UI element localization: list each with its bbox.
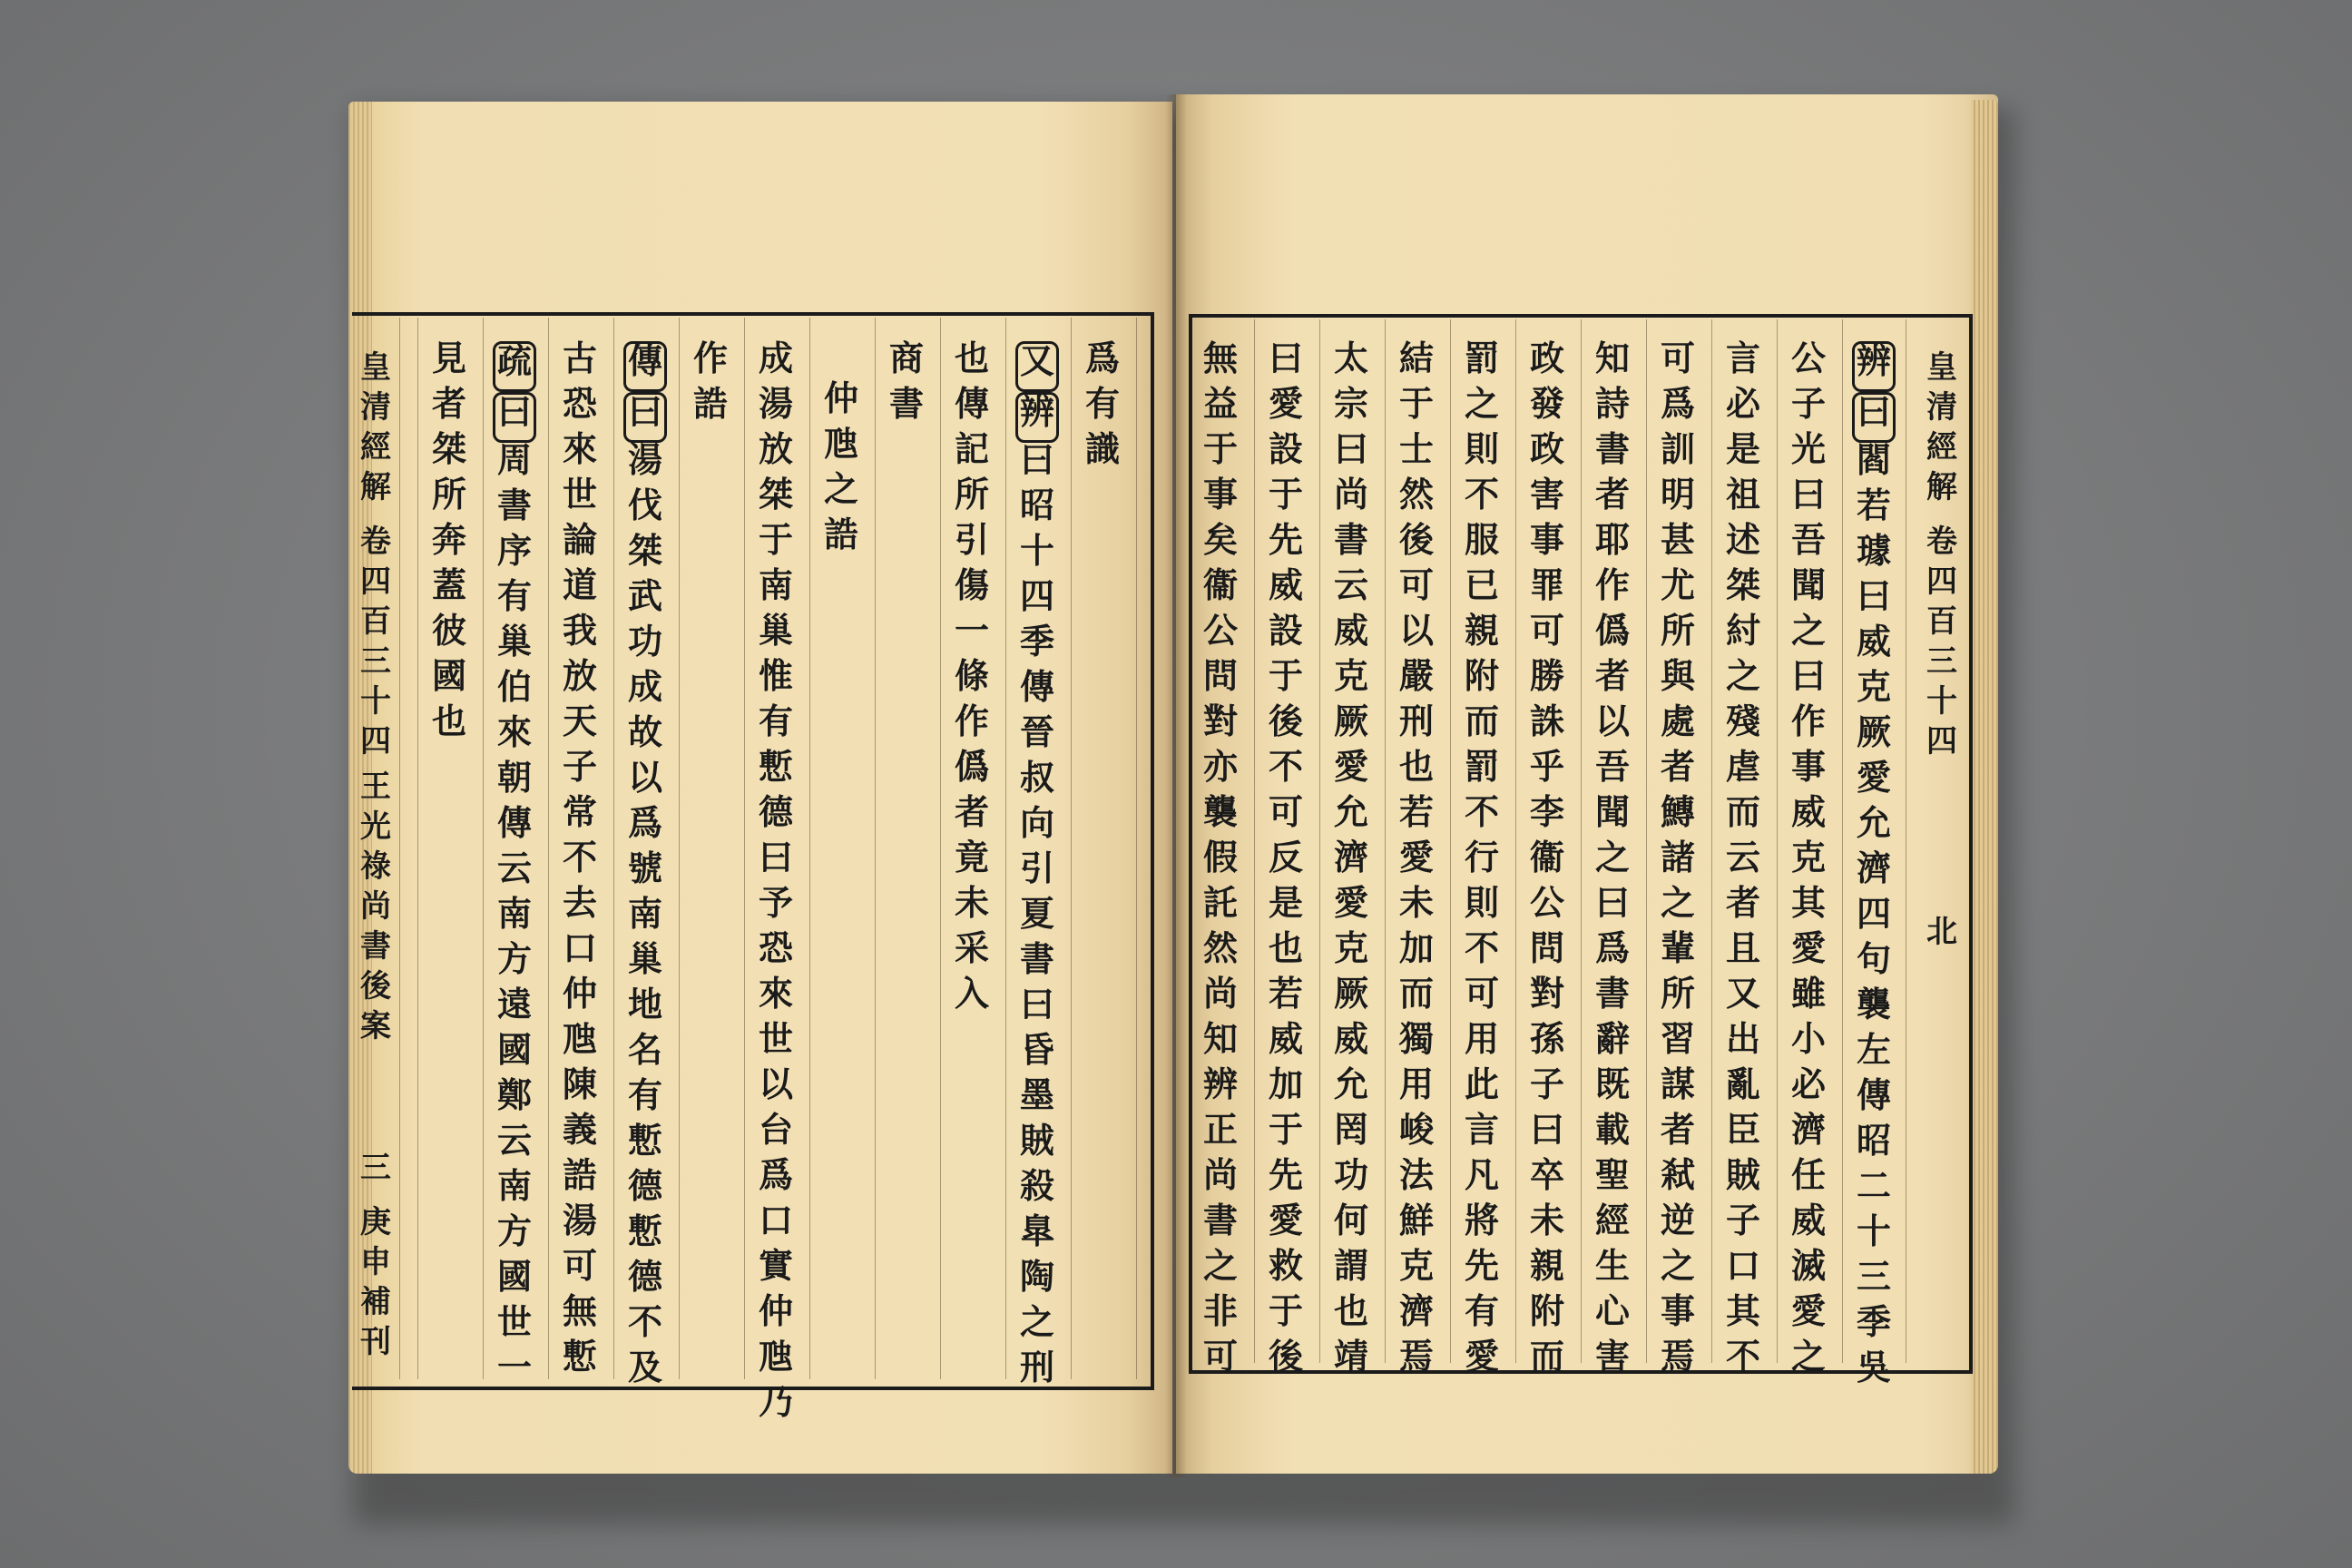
right-text-column: 言 必 是 祖 述 桀 紂 之 殘 虐 而 云 者 且 又 出 亂 臣 賊 子 口 其 不 — [1725, 338, 1760, 1377]
column-rule — [1777, 319, 1778, 1363]
right-text-column: 可 爲 訓 明 甚 尤 所 與 處 者 鱄 諸 之 輩 所 習 謀 者 弒 逆 之 事 焉 — [1660, 338, 1695, 1377]
column-rule — [1254, 319, 1255, 1363]
column-rule — [399, 318, 400, 1379]
left-text-column: 成 湯 放 桀 于 南 巢 惟 有 慙 德 曰 予 恐 來 世 以 台 爲 口 實 仲 虺 乃 — [758, 338, 793, 1422]
right-text-column: 太 宗 曰 尚 書 云 威 克 厥 愛 允 濟 愛 克 厥 威 允 罔 功 何 謂 也 靖 — [1333, 338, 1368, 1377]
column-rule — [679, 318, 680, 1379]
column-rule — [1711, 319, 1712, 1363]
column-rule — [1319, 319, 1320, 1363]
left-margin-author: 王 光 祿 尚 書 後 案 — [360, 769, 391, 1044]
right-text-column: 結 于 士 然 後 可 以 嚴 刑 也 若 愛 未 加 而 獨 用 峻 法 鮮 克 濟 焉 — [1398, 338, 1434, 1377]
left-text-column: 疏 曰 周 書 序 有 巢 伯 來 朝 傳 云 南 方 遠 國 鄭 云 南 方 國 世 一 — [492, 341, 537, 1396]
column-rule — [1581, 319, 1582, 1363]
column-rule — [875, 318, 876, 1379]
left-text-column: 傳 曰 湯 伐 桀 武 功 成 故 以 爲 號 南 巢 地 名 有 慙 德 慙 德 不 及 — [622, 341, 668, 1396]
column-rule — [613, 318, 614, 1379]
column-rule — [1842, 319, 1843, 1363]
right-text-column: 辨 曰 閻 若 璩 曰 威 克 厥 愛 允 濟 四 句 襲 左 傳 昭 二 十 三 季 吳 — [1851, 341, 1896, 1396]
column-rule — [940, 318, 941, 1379]
right-page-edges — [1971, 100, 1998, 1474]
column-rule — [1515, 319, 1516, 1363]
left-text-column: 古 恐 來 世 論 道 我 放 天 子 常 不 去 口 仲 虺 陳 義 誥 湯 可 無 慙 — [562, 338, 597, 1377]
column-rule — [483, 318, 484, 1379]
column-rule — [417, 318, 418, 1379]
column-rule — [1136, 318, 1137, 1379]
right-text-column: 知 詩 書 者 耶 作 僞 者 以 吾 聞 之 曰 爲 書 辭 既 載 聖 經 生 心 害 — [1594, 338, 1630, 1377]
column-rule — [744, 318, 745, 1379]
column-rule — [1385, 319, 1386, 1363]
right-text-column: 無 益 于 事 矣 衞 公 問 對 亦 襲 假 託 然 尚 知 辨 正 尚 書 之 非 可 — [1202, 338, 1238, 1377]
right-text-column: 公 子 光 曰 吾 聞 之 曰 作 事 威 克 其 愛 雖 小 必 濟 任 威 滅 愛 之 — [1790, 338, 1826, 1377]
column-rule — [1005, 318, 1006, 1379]
right-text-column: 罰 之 則 不 服 已 親 附 而 罰 不 行 則 不 可 用 此 言 凡 將 先 有 愛 — [1464, 338, 1499, 1377]
left-text-column: 爲 有 識 — [1084, 338, 1120, 469]
left-margin-volume: 卷 四 百 三 十 四 — [360, 524, 391, 760]
left-text-column: 也 傳 記 所 引 傷 一 條 作 僞 者 竟 未 采 入 — [954, 338, 989, 1014]
left-text-column: 仲 虺 之 誥 — [823, 377, 858, 554]
left-margin-page-number: 三 — [360, 1150, 391, 1186]
column-rule — [1071, 318, 1072, 1379]
book-gutter — [1165, 94, 1187, 1477]
column-rule — [1450, 319, 1451, 1363]
left-text-column: 又 辨 曰 昭 十 四 季 傳 晉 叔 向 引 夏 書 曰 昏 墨 賊 殺 臯 陶 之 刑 — [1014, 341, 1060, 1396]
left-margin-edition: 庚 申 補 刊 — [360, 1204, 391, 1360]
left-text-column: 商 書 — [888, 338, 924, 424]
right-margin-title: 皇 清 經 解 — [1926, 349, 1957, 505]
left-text-column: 見 者 桀 所 奔 蓋 彼 國 也 — [431, 338, 466, 741]
column-rule — [809, 318, 810, 1379]
column-rule — [1646, 319, 1647, 1363]
column-rule — [548, 318, 549, 1379]
right-margin-volume: 卷 四 百 三 十 四 — [1926, 524, 1957, 760]
right-text-column: 曰 愛 設 于 先 威 設 于 後 不 可 反 是 也 若 威 加 于 先 愛 救 于 後 — [1268, 338, 1303, 1377]
left-text-column: 作 誥 — [692, 338, 728, 424]
right-margin-page-number: 北 — [1926, 914, 1957, 950]
left-margin-title: 皇 清 經 解 — [360, 349, 391, 505]
right-text-column: 政 發 政 害 事 罪 可 勝 誅 乎 李 衞 公 問 對 孫 子 曰 卒 未 親 附 而 — [1529, 338, 1564, 1377]
